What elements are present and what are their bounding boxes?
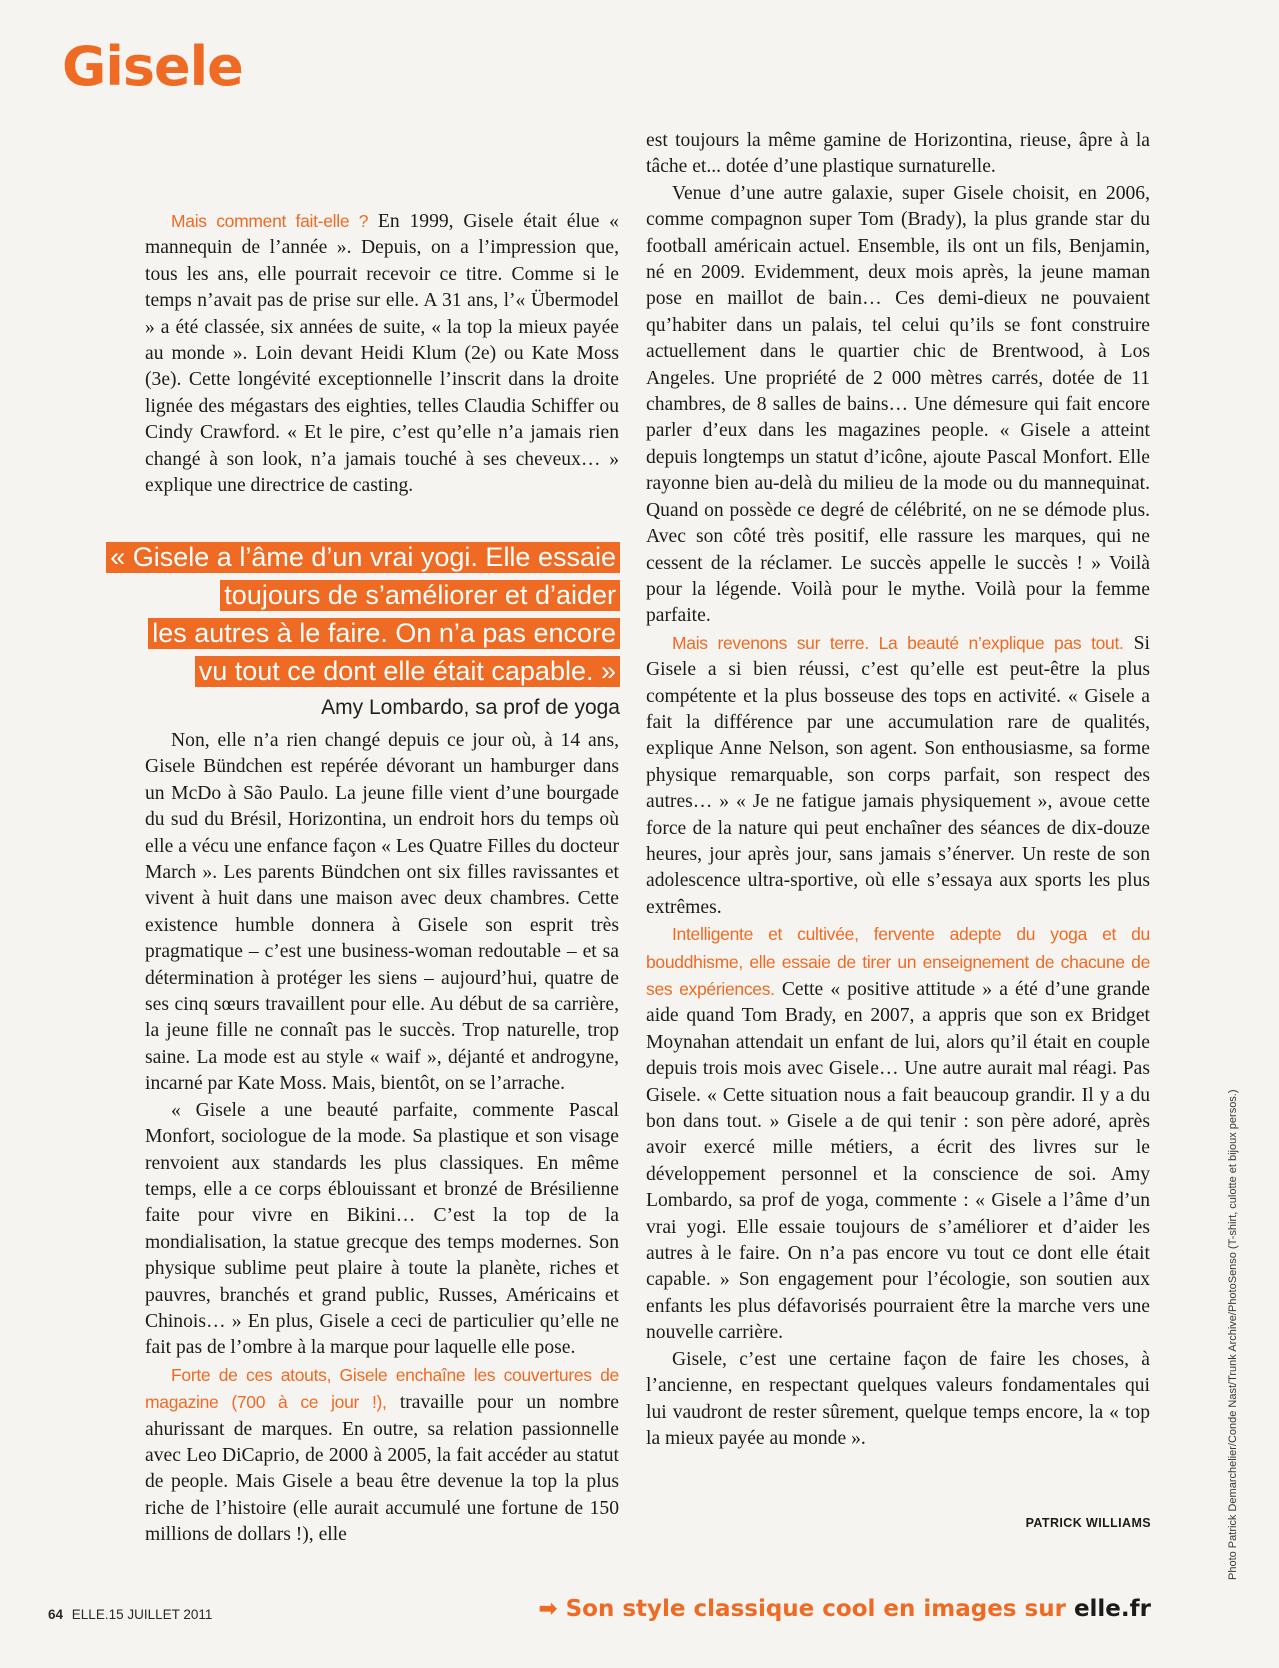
lead-in: Intelligente et cultivée, fervente adepte du yoga et du bouddhisme, elle essaie de tirer un enseignement de chacune de ses expériences. [646, 924, 1150, 999]
paragraph-text: travaille pour un nombre ahurissant de marques. En outre, sa relation passionnelle avec Leo DiCaprio, de 2000 à 2005, la fait accéder au statut de people. Mais Gisele a beau être devenue la top la plus riche de l’histoire (elle aurait accumulé une fortune de 150 millions de dollars !), elle [145, 1392, 619, 1546]
author-signature: PATRICK WILLIAMS [1025, 1516, 1151, 1530]
paragraph-text: Si Gisele a si bien réussi, c’est qu’elle est peut-être la plus compétente et la plus bosseuse des tops en activité. « Gisele a fait la différence par une accumulation rare de qualités, explique Anne Nelson, son agent. Son enthousiasme, sa forme physique remarquable, son corps parfait, son respect des autres… » « Je ne fatigue jamais physiquement », avoue cette force de la nature qui peut enchaîner des séances de dix-douze heures, jour après jour, sans jamais s’énerver. Un reste de son adolescence ultra-sportive, où elle s’essaya aux sports les plus extrêmes. [646, 632, 1150, 918]
pull-quote-line: les autres à le faire. On n’a pas encore [148, 618, 620, 649]
footer-folio [48, 1607, 212, 1622]
right-column [646, 128, 1150, 1452]
paragraph-text: Cette « positive attitude » a été d’une grande aide quand Tom Brady, en 2007, a appris que son ex Bridget Moynahan attendait un enfant de lui, alors qu’il était en couple depuis trois mois avec Gisele… Une autre aurait mal réagi. Pas Gisele. « Cette situation nous a fait beaucoup grandir. Il y a du bon dans tout. » Gisele a de qui tenir : son père adoré, après avoir exercé mille métiers, a écrit des livres sur le développement personnel et la conscience de soi. Amy Lombardo, sa prof de yoga, commente : « Gisele a l’âme d’un vrai yogi. Elle essaie toujours de s’améliorer et d’aider les autres à le faire. On n’a pas encore vu tout ce dont elle était capable. » Son engagement pour l’écologie, son soutien aux enfants les plus défavorisés pourraient être la marche vers une nouvelle carrière. [646, 979, 1150, 1344]
paragraph [145, 1362, 619, 1549]
paragraph [646, 921, 1150, 1347]
pull-quote-text [52, 538, 620, 690]
paragraph: est toujours la même gamine de Horizontina, rieuse, âpre à la tâche et... dotée d’une plastique surnaturelle. [646, 130, 1150, 178]
paragraph [646, 630, 1150, 921]
pull-quote-line: vu tout ce dont elle était capable. » [195, 656, 620, 687]
paragraph-text: En 1999, Gisele était élue « mannequin de l’année ». Depuis, on a l’impression que, tous les ans, elle pourrait recevoir ce titre. Comme si le temps n’avait pas de prise sur elle. A 31 ans, l’« Übermodel » a été classée, six années de suite, « la top la mieux payée au monde ». Loin devant Heidi Klum (2e) ou Kate Moss (3e). Cette longévité exceptionnelle l’inscrit dans la droite lignée des mégastars des eighties, telles Claudia Schiffer ou Cindy Crawford. « Et le pire, c’est qu’elle n’a jamais rien changé à son look, n’a jamais touché à ses cheveux… » explique une directrice de casting. [145, 211, 619, 497]
issue-date: ELLE.15 JUILLET 2011 [71, 1607, 213, 1622]
pull-quote-line: « Gisele a l’âme d’un vrai yogi. Elle essaie [106, 542, 620, 573]
paragraph: Non, elle n’a rien changé depuis ce jour où, à 14 ans, Gisele Bündchen est repérée dévorant un hamburger dans un McDo à São Paulo. La jeune fille vient d’une bourgade du sud du Brésil, Horizontina, un endroit hors du temps où elle a vécu une enfance façon « Les Quatre Filles du docteur March ». Les parents Bündchen ont six filles ravissantes et vivent à huit dans une maison avec deux chambres. Cette existence humble donnera à Gisele son esprit très pragmatique – c’est une business-woman redoutable – et sa détermination à protéger les siens – aujourd’hui, quatre de ses cinq sœurs travaillent pour elle. Au début de sa carrière, la jeune fille ne connaît pas le succès. Trop naturelle, trop saine. La mode est au style « waif », déjanté et androgyne, incarné par Kate Moss. Mais, bientôt, on se l’arrache. [145, 730, 619, 1095]
paragraph: « Gisele a une beauté parfaite, commente Pascal Monfort, sociologue de la mode. Sa plastique et son visage renvoient aux standards les plus classiques. En même temps, elle a ce corps éblouissant et bronzé de Brésilienne faite pour vivre en Bikini… C’est la top de la mondialisation, la statue grecque des temps modernes. Son physique sublime peut plaire à toute la planète, riches et pauvres, branchés et grand public, Russes, Américains et Chinois… » En plus, Gisele a ceci de particulier qu’elle ne fait pas de l’ombre à la marque pour laquelle elle pose. [145, 1099, 619, 1359]
paragraph: Venue d’une autre galaxie, super Gisele choisit, en 2006, comme compagnon super Tom (Brady), la plus grande star du football américain actuel. Ensemble, ils ont un fils, Benjamin, né en 2009. Evidemment, deux mois après, la jeune maman pose en maillot de bain… Ces demi-dieux ne pouvaient qu’habiter dans un palais, tel celui qu’ils se font construire actuellement dans le quartier chic de Brentwood, à Los Angeles. Une propriété de 2 000 mètres carrés, dotée de 11 chambres, de 8 salles de bains… Une démesure qui fait encore parler d’eux dans les magazines people. « Gisele a atteint depuis longtemps un statut d’icône, ajoute Pascal Monfort. Elle rayonne bien au-delà du milieu de la mode ou du mannequinat. Quand on possède ce degré de célébrité, on ne se démode plus. Avec son côté très positif, elle rassure les marques, qui ne cessent de la réclamer. Le succès appelle le succès ! » Voilà pour la légende. Voilà pour le mythe. Voilà pour la femme parfaite. [646, 182, 1150, 627]
site-link[interactable]: elle.fr [1073, 1596, 1151, 1622]
pull-quote [52, 538, 620, 724]
footer-promo [538, 1596, 1151, 1622]
pull-quote-author: Amy Lombardo, sa prof de yoga [321, 696, 620, 719]
lead-in: Mais revenons sur terre. La beauté n’explique pas tout. [672, 632, 1124, 653]
photo-credit: Photo Patrick Demarchelier/Conde Nast/Trunk Archive/PhotoSenso (T-shirt, culotte et bijoux persos.) [1227, 1089, 1239, 1580]
left-column [145, 208, 619, 499]
pull-quote-line: toujours de s’améliorer et d’aider [220, 580, 620, 611]
paragraph: Gisele, c’est une certaine façon de faire les choses, à l’ancienne, en respectant quelques valeurs fondamentales qui lui vaudront de rester sûrement, quelque temps encore, la « top la mieux payée au monde ». [646, 1348, 1150, 1449]
article-title: Gisele [62, 35, 243, 98]
lead-in: Mais comment fait-elle ? [171, 211, 369, 231]
page-number: 64 [48, 1607, 64, 1622]
promo-text: Son style classique cool en images sur [565, 1596, 1074, 1622]
left-column-continued [145, 728, 619, 1549]
paragraph [145, 208, 619, 499]
arrow-icon: ➡ [538, 1596, 558, 1622]
lead-in: Forte de ces atouts, Gisele enchaîne les couvertures de magazine (700 à ce jour !), [145, 1364, 619, 1413]
